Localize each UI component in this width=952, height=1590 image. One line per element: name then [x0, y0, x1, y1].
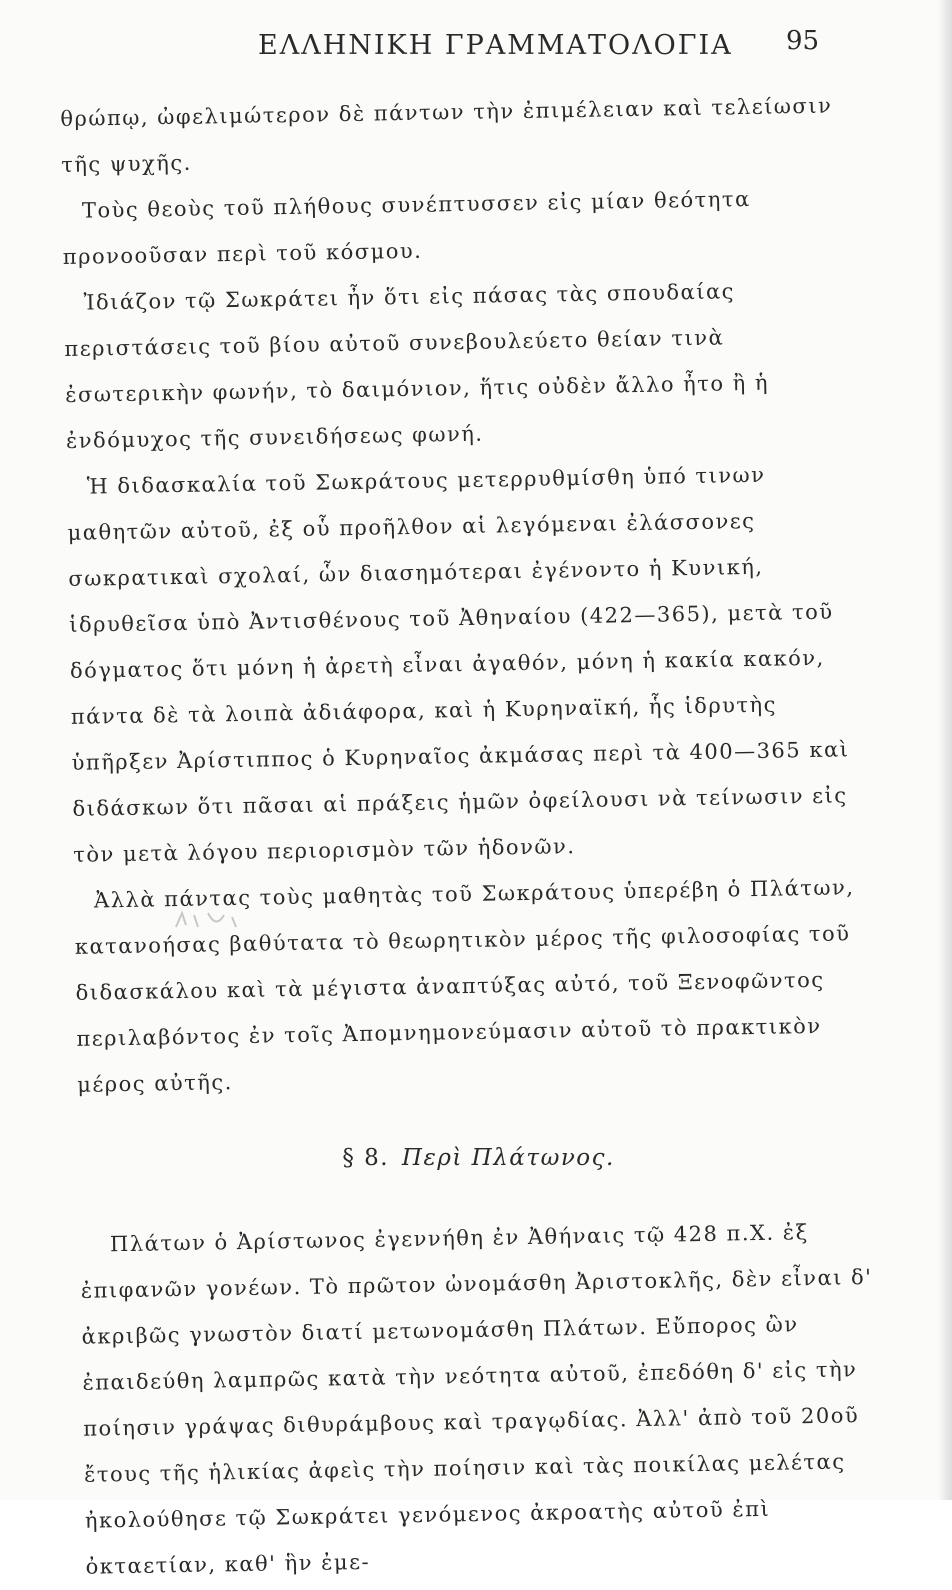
section-heading: [79, 1135, 879, 1181]
paragraph-plato-biography: Πλάτων ὁ Ἀρίστωνος ἐγεννήθη ἐν Ἀθήναις τῷ 428 π.Χ. ἐξ ἐπιφανῶν γονέων. Τὸ πρῶτον ὠνομάσθη Ἀριστοκλῆς, δὲν εἶναι δ' ἀκριβῶς γνωστὸν διατί μετωνομάσθη Πλάτων. Εὔπορος ὢν ἐπαιδεύθη λαμπρῶς κατὰ τὴν νεότητα αὐτοῦ, ἐπεδόθη δ' εἰς τὴν ποίησιν γράψας διθυράμβους καὶ τραγῳδίας. Ἀλλ' ἀπὸ τοῦ 20οῦ ἔτους τῆς ἡλικίας ἀφεὶς τὴν ποίησιν καὶ τὰς ποικίλας μελέτας ἠκολούθησε τῷ Σωκράτει γενόμενος ἀκροατὴς αὐτοῦ ἐπὶ ὀκταετίαν, καθ' ἣν ἐμε-: [80, 1220, 873, 1579]
page-edge-shadow: [938, 0, 952, 1500]
page-header: [0, 22, 952, 62]
running-head: ΕΛΛΗΝΙΚΗ ΓΡΑΜΜΑΤΟΛΟΓΙΑ: [258, 30, 733, 61]
pencil-mark: [172, 905, 262, 933]
paragraph-daimonion: Ἰδιάζον τῷ Σωκράτει ἦν ὅτι εἰς πάσας τὰς σπουδαίας περιστάσεις τοῦ βίου αὐτοῦ συνεβουλεύετο θείαν τινὰ ἐσωτερικὴν φωνήν, τὸ δαιμόνιον, ἥτις οὐδὲν ἄλλο ἦτο ἢ ἡ ἐνδόμυχος τῆς συνειδήσεως φωνή.: [64, 279, 770, 453]
paragraph-socratic-schools: Ἡ διδασκαλία τοῦ Σωκράτους μετερρυθμίσθη ὑπό τινων μαθητῶν αὐτοῦ, ἐξ οὗ προῆλθον αἱ λεγόμεναι ἐλάσσονες σωκρατικαὶ σχολαί, ὧν διασημότεραι ἐγένοντο ἡ Κυνική, ἱδρυθεῖσα ὑπὸ Ἀντισθένους τοῦ Ἀθηναίου (422—365), μετὰ τοῦ δόγματος ὅτι μόνη ἡ ἀρετὴ εἶναι ἀγαθόν, μόνη ἡ κακία κακόν, πάντα δὲ τὰ λοιπὰ ἀδιάφορα, καὶ ἡ Κυρηναϊκή, ἧς ἱδρυτὴς ὑπῆρξεν Ἀρίστιππος ὁ Κυρηναῖος ἀκμάσας περὶ τὰ 400—365 καὶ διδάσκων ὅτι πᾶσαι αἱ πράξεις ἡμῶν ὀφείλουσι νὰ τείνωσιν εἰς τὸν μετὰ λόγου περιορισμὸν τῶν ἡδονῶν.: [67, 462, 850, 867]
section-mark: § 8.: [342, 1144, 390, 1171]
paragraph-continuation: θρώπῳ, ὠφελιμώτερον δὲ πάντων τὴν ἐπιμέλειαν καὶ τελείωσιν τῆς ψυχῆς.: [60, 93, 833, 177]
paragraph-gods: Τοὺς θεοὺς τοῦ πλήθους συνέπτυσσεν εἰς μίαν θεότητα προνοοῦσαν περὶ τοῦ κόσμου.: [62, 186, 751, 269]
body-text: [60, 82, 886, 1590]
section-title: Περὶ Πλάτωνος.: [401, 1144, 615, 1171]
page-number: 95: [786, 26, 820, 56]
paragraph-plato-students: Ἀλλὰ πάντας τοὺς μαθητὰς τοῦ Σωκράτους ὑπερέβη ὁ Πλάτων, κατανοήσας βαθύτατα τὸ θεωρητικὸν μέρος τῆς φιλοσοφίας τοῦ διδασκάλου καὶ τὰ μέγιστα ἀναπτύξας αὐτό, τοῦ Ξενοφῶντος περιλαβόντος ἐν τοῖς Ἀπομνημονεύμασιν αὐτοῦ τὸ πρακτικὸν μέρος αὐτῆς.: [74, 875, 855, 1097]
